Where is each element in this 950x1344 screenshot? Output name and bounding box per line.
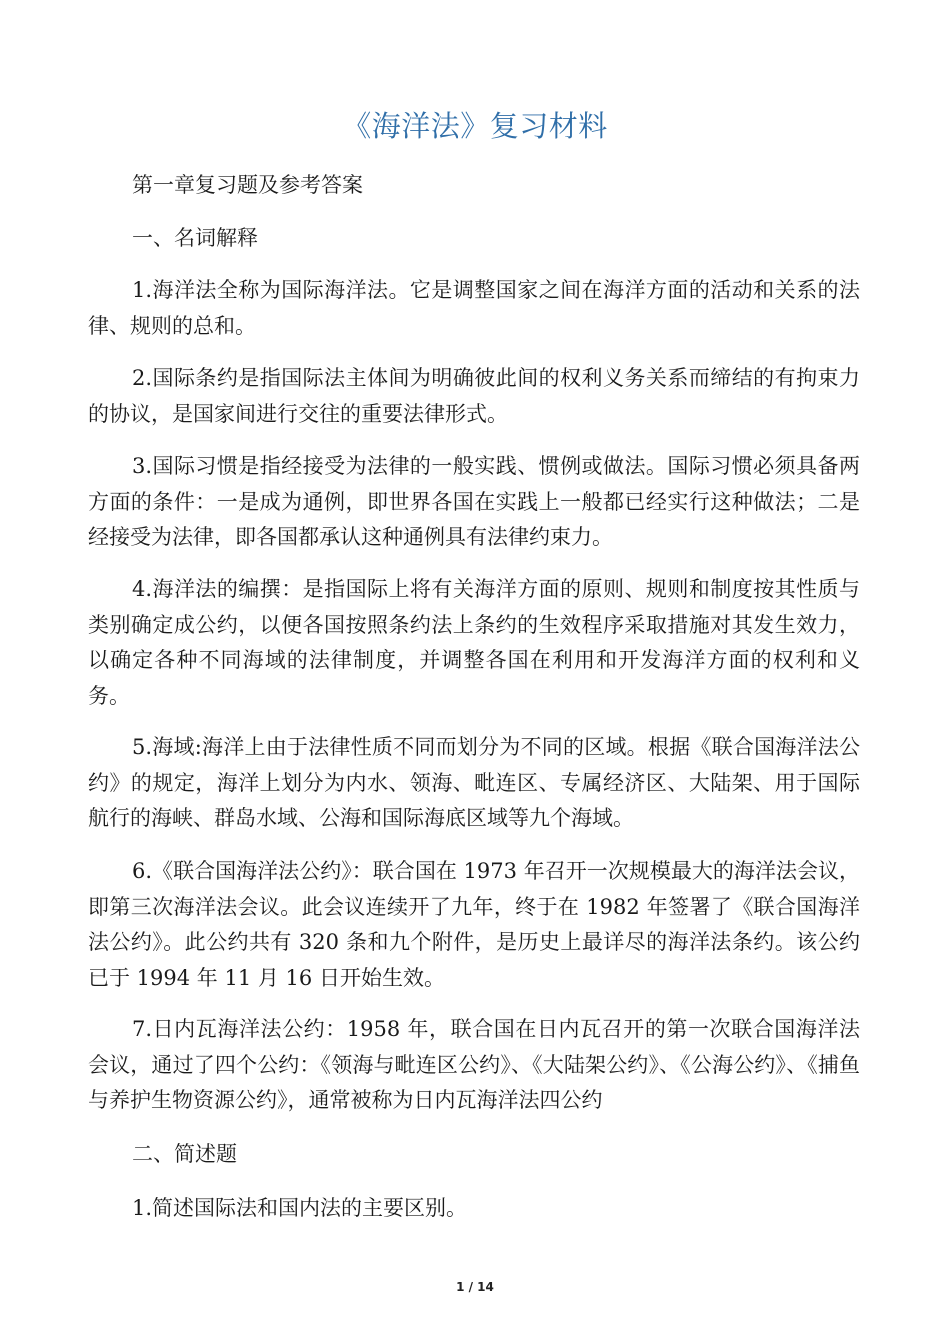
section-heading-terms: 一、名词解释 bbox=[132, 226, 258, 250]
section-heading-questions: 二、简述题 bbox=[132, 1142, 237, 1166]
definition-paragraph: 3.国际习惯是指经接受为法律的一般实践、惯例或做法。国际习惯必须具备两方面的条件：一是成为通例，即世界各国在实践上一般都已经实行这种做法；二是经接受为法律，即各国都承认这种通例具有法律约束力。 bbox=[88, 454, 860, 549]
definition-paragraph: 2.国际条约是指国际法主体间为明确彼此间的权利义务关系而缔结的有拘束力的协议，是国家间进行交往的重要法律形式。 bbox=[88, 366, 860, 426]
document-title: 《海洋法》复习材料 bbox=[342, 109, 608, 143]
definition-paragraph: 6.《联合国海洋法公约》：联合国在 1973 年召开一次规模最大的海洋法会议，即第三次海洋法会议。此会议连续开了九年，终于在 1982 年签署了《联合国海洋法公约》。此公约共有 320 条和九个附件，是历史上最详尽的海洋法条约。该公约已于 1994 年 11 月 16 日开始生效。 bbox=[88, 859, 860, 990]
question-item: 1.简述国际法和国内法的主要区别。 bbox=[132, 1196, 468, 1220]
definition-paragraph: 7.日内瓦海洋法公约：1958 年，联合国在日内瓦召开的第一次联合国海洋法会议，通过了四个公约：《领海与毗连区公约》、《大陆架公约》、《公海公约》、《捕鱼与养护生物资源公约》，通常被称为日内瓦海洋法四公约 bbox=[88, 1017, 860, 1112]
chapter-heading: 第一章复习题及参考答案 bbox=[132, 173, 363, 197]
definition-paragraph: 1.海洋法全称为国际海洋法。它是调整国家之间在海洋方面的活动和关系的法律、规则的总和。 bbox=[88, 278, 860, 338]
page-number: 1 / 14 bbox=[456, 1280, 494, 1294]
definition-paragraph: 5.海域:海洋上由于法律性质不同而划分为不同的区域。根据《联合国海洋法公约》的规定，海洋上划分为内水、领海、毗连区、专属经济区、大陆架、用于国际航行的海峡、群岛水域、公海和国际海底区域等九个海域。 bbox=[88, 735, 860, 830]
definition-paragraph: 4.海洋法的编撰：是指国际上将有关海洋方面的原则、规则和制度按其性质与类别确定成公约，以便各国按照条约法上条约的生效程序采取措施对其发生效力，以确定各种不同海域的法律制度，并调整各国在利用和开发海洋方面的权利和义务。 bbox=[88, 577, 860, 708]
